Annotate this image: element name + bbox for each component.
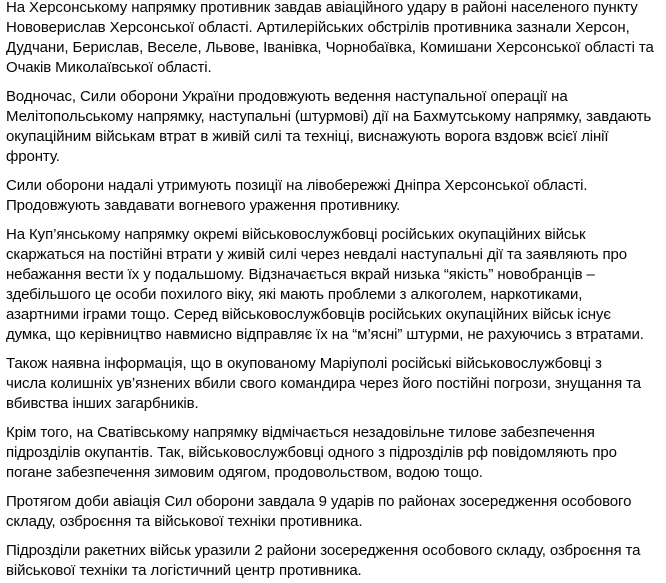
paragraph-kherson: На Херсонському напрямку противник завдав авіаційного удару в районі населеного пункту Нововерислав Херсонської області. Артилерійських обстрілів противника зазнали Херсон, Дудчани, Берислав, Веселе, Львове, Іванівка, Чорнобаївка, Комишани Херсонської області та Очаків Миколаївської області.	[6, 0, 654, 76]
paragraph-kupiansk: На Куп’янському напрямку окремі військовослужбовці російських окупаційних військ скаржаться на постійні втрати у живій силі через невдалі наступальні дії та заявляють про небажання вести їх у подальшому. Відзначається вкрай низька “якість” новобранців – здебільшого це особи похилого віку, які мають проблеми з алкоголем, наркотиками, азартними іграми тощо. Серед військовослужбовців російських окупаційних військ існує думка, що керівництво навмисно відправляє їх на “м’ясні” штурми, не рахуючись з втратами.	[6, 226, 644, 343]
paragraph-missile: Підрозділи ракетних військ уразили 2 райони зосередження особового складу, озброєння та військової техніки та логістичний центр противника.	[6, 542, 641, 579]
paragraph-mariupol: Також наявна інформація, що в окупованому Маріуполі російські військовослужбовці з числа колишніх ув’язнених вбили свого командира через його постійні погрози, знущання та вбивства інших загарбників.	[6, 355, 642, 412]
paragraph-svatove: Крім того, на Сватівському напрямку відмічається незадовільне тилове забезпечення підрозділів окупантів. Так, військовослужбовці одного з підрозділів рф повідомляють про погане забезпечення зимовим одягом, продовольством, водою тощо.	[6, 424, 617, 481]
paragraph-aviation: Протягом доби авіація Сил оборони завдала 9 ударів по районах зосередження особового складу, озброєння та військової техніки противника.	[6, 493, 632, 530]
paragraph-left-bank: Сили оборони надалі утримують позиції на лівобережжі Дніпра Херсонської області. Продовжують завдавати вогневого ураження противнику.	[6, 177, 588, 214]
paragraph-offensive: Водночас, Сили оборони України продовжують ведення наступальної операції на Мелітопольському напрямку, наступальні (штурмові) дії на Бахмутському напрямку, завдають окупаційним військам втрат в живій силі та техніці, виснажують ворога вздовж всієї лінії фронту.	[6, 88, 652, 165]
